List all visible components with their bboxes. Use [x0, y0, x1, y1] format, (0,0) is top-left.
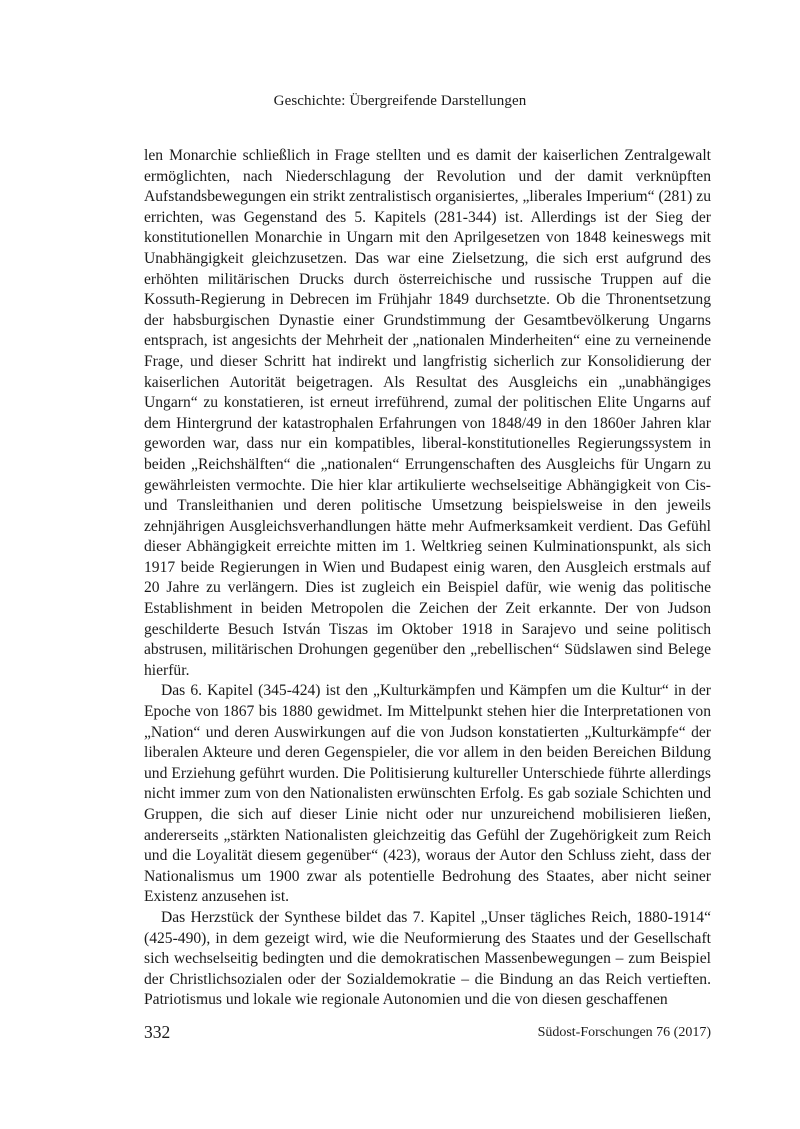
paragraph-continued: len Monarchie schließlich in Frage stellten und es damit der kaiserlichen Zentralgewalt ermöglichten, nach Niederschlagung der Revolution und der damit verknüpften Aufstandsbewegungen ein strikt zentralistisch organisiertes, „liberales Imperium“ (281) zu errichten, was Gegenstand des 5. Kapitels (281-344) ist. Allerdings ist der Sieg der konstitutionellen Monarchie in Ungarn mit den Aprilgesetzen von 1848 keineswegs mit Unabhängigkeit gleichzusetzen. Das war eine Zielsetzung, die sich erst aufgrund des erhöhten militärischen Drucks durch österreichische und russische Truppen auf die Kossuth-Regierung in Debrecen im Frühjahr 1849 durchsetzte. Ob die Thronentsetzung der habsburgischen Dynastie einer Grundstimmung der Gesamtbevölkerung Ungarns entsprach, ist angesichts der Mehrheit der „nationalen Minderheiten“ eine zu verneinende Frage, und dieser Schritt hat indirekt und langfristig sicherlich zur Konsolidierung der kaiserlichen Autorität beigetragen. Als Resultat des Ausgleichs ein „unabhängiges Ungarn“ zu konstatieren, ist erneut irreführend, zumal der politischen Elite Ungarns auf dem Hintergrund der katastrophalen Erfahrungen von 1848/49 in den 1860er Jahren klar geworden war, dass nur ein kompatibles, liberal-konstitutionelles Regierungssystem in beiden „Reichshälften“ die „nationalen“ Errungenschaften des Ausgleichs für Ungarn zu gewährleisten vermochte. Die hier klar artikulierte wechselseitige Abhängigkeit von Cis- und Transleithanien und deren politische Umsetzung beispielsweise in den jeweils zehnjährigen Ausgleichsverhandlungen hätte mehr Aufmerksamkeit verdient. Das Gefühl dieser Abhängigkeit erreichte mitten im 1. Weltkrieg seinen Kulminationspunkt, als sich 1917 beide Regierungen in Wien und Budapest einig waren, den Ausgleich erstmals auf 20 Jahre zu verlängern. Dies ist zugleich ein Beispiel dafür, wie wenig das politische Establishment in beiden Metropolen die Zeichen der Zeit erkannte. Der von Judson geschilderte Besuch István Tiszas im Oktober 1918 in Sarajevo und seine politisch abstrusen, militärischen Drohungen gegenüber den „rebellischen“ Südslawen sind Belege hierfür. — [144, 147, 711, 679]
article-body — [144, 146, 711, 1011]
paragraph-chapter-7: Das Herzstück der Synthese bildet das 7. Kapitel „Unser tägliches Reich, 1880-1914“ (425-490), in dem gezeigt wird, wie die Neuformierung des Staates und der Gesellschaft sich wechselseitig bedingten und die demokratischen Massenbewegungen – zum Beispiel der Christlichsozialen oder der Sozialdemokratie – die Bindung an das Reich vertieften. Patriotismus und lokale wie regionale Autonomien und die von diesen geschaffenen — [144, 908, 711, 1009]
page-number: 332 — [144, 1022, 171, 1042]
running-header: Geschichte: Übergreifende Darstellungen — [273, 93, 527, 109]
journal-reference: Südost-Forschungen 76 (2017) — [537, 1025, 711, 1040]
page-footer — [144, 1022, 711, 1044]
paragraph-chapter-6: Das 6. Kapitel (345-424) ist den „Kulturkämpfen und Kämpfen um die Kultur“ in der Epoche von 1867 bis 1880 gewidmet. Im Mittelpunkt stehen hier die Interpretationen von „Nation“ und deren Auswirkungen auf die von Judson konstatierten „Kulturkämpfe“ der liberalen Akteure und deren Gegenspieler, die vor allem in den beiden Bereichen Bildung und Erziehung geführt wurden. Die Politisierung kultureller Unterschiede führte allerdings nicht immer zum von den Nationalisten erwünschten Erfolg. Es gab soziale Schichten und Gruppen, die sich auf dieser Linie nicht oder nur unzureichend mobilisieren ließen, andererseits „stärkten Nationalisten gleichzeitig das Gefühl der Zugehörigkeit zum Reich und die Loyalität diesem gegenüber“ (423), woraus der Autor den Schluss zieht, dass der Nationalismus um 1900 zwar als potentielle Bedrohung des Staates, aber nicht seiner Existenz anzusehen ist. — [144, 682, 711, 906]
